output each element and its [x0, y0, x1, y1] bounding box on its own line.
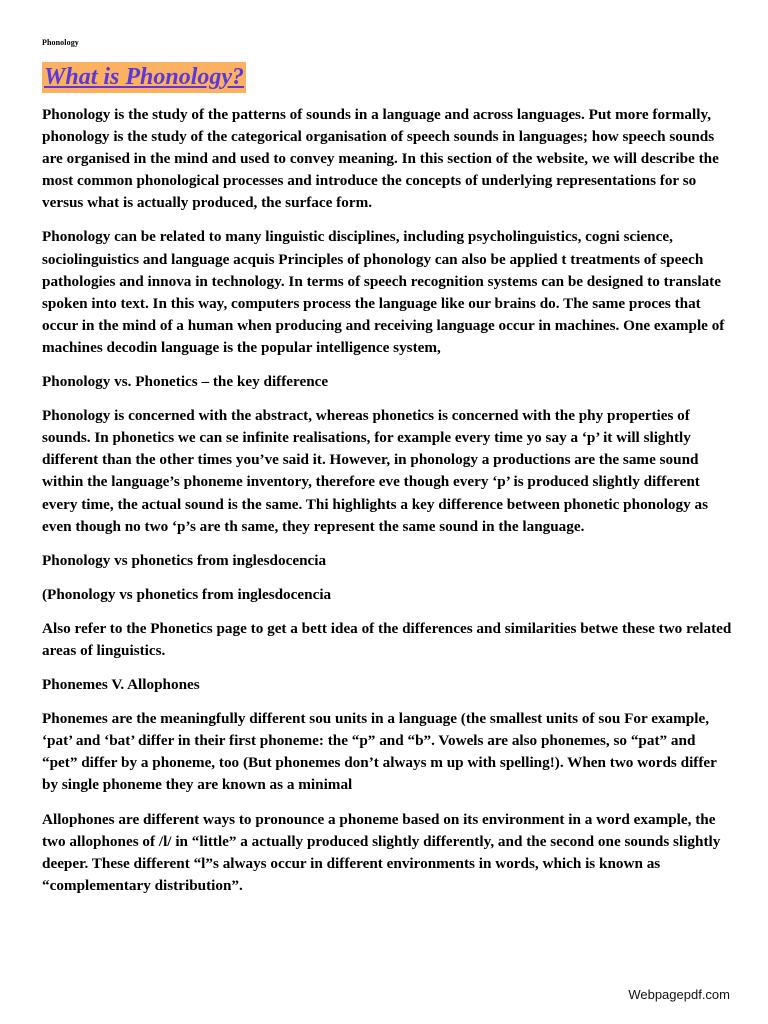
- paragraph-intro: Phonology is the study of the patterns of sounds in a language and across languages. Put more formally, phonology is the study of the categorical organisation of speech sounds in languages; how speech sounds are organised in the mind and used to convey meaning. In this section of the website, we will describe the most common phonological processes and introduce the concepts of underlying representations for so versus what is actually produced, the surface form.: [42, 106, 719, 212]
- paragraph-refer-phonetics: Also refer to the Phonetics page to get a bett idea of the differences and similarities betwe these two related areas of linguistics.: [42, 619, 732, 659]
- paragraph-phonemes: Phonemes are the meaningfully different sou units in a language (the smallest units of sou For example, ‘pat’ and ‘bat’ differ in their first phoneme: the “p” and “b”. Vowels are also phonemes, so “pat” and “pet” differ by a phoneme, too (But phonemes don’t always m up with spelling!). When two words differ by single phoneme they are known as a minimal: [42, 710, 717, 794]
- title-highlight: [42, 62, 246, 93]
- page-title: What is Phonology?: [44, 64, 245, 90]
- footer-brand: Webpagepdf.com: [628, 987, 730, 1002]
- paragraph-allophones: Allophones are different ways to pronounce a phoneme based on its environment in a word example, the two allophones of /l/ in “little” a actually produced slightly differently, and the second one sounds slightly deeper. These different “l”s always occur in different environments in words, which is known as “complementary distribution”.: [42, 810, 721, 894]
- body-text: [42, 104, 732, 909]
- caption-inglesdocencia-alt: (Phonology vs phonetics from inglesdocencia: [42, 585, 332, 603]
- paragraph-related-disciplines: Phonology can be related to many linguistic disciplines, including psycholinguistics, cogni science, sociolinguistics and language acquis Principles of phonology can also be applied t treatments of speech pathologies and innova in technology. In terms of speech recognition systems can be designed to translate spoken into text. In this way, computers process the language like our brains do. The same proces that occur in the mind of a human when producing and receiving language occur in machines. One example of machines decodin language is the popular intelligence system,: [42, 228, 725, 356]
- caption-inglesdocencia: Phonology vs phonetics from inglesdocencia: [42, 551, 327, 569]
- subheading-phonology-vs-phonetics: Phonology vs. Phonetics – the key difference: [42, 373, 329, 391]
- running-header: Phonology: [42, 38, 79, 47]
- subheading-phonemes-allophones: Phonemes V. Allophones: [42, 676, 200, 694]
- paragraph-abstract-vs-physical: Phonology is concerned with the abstract, whereas phonetics is concerned with the phy properties of sounds. In phonetics we can se infinite realisations, for example every time yo say a ‘p’ it will slightly different than the other times you’ve said it. However, in phonology a productions are the same sound within the language’s phoneme inventory, therefore eve though every ‘p’ is produced slightly different every time, the actual sound is the same. Thi highlights a key difference between phonetic phonology as even though no two ‘p’s are th same, they represent the same sound in the language.: [42, 407, 709, 535]
